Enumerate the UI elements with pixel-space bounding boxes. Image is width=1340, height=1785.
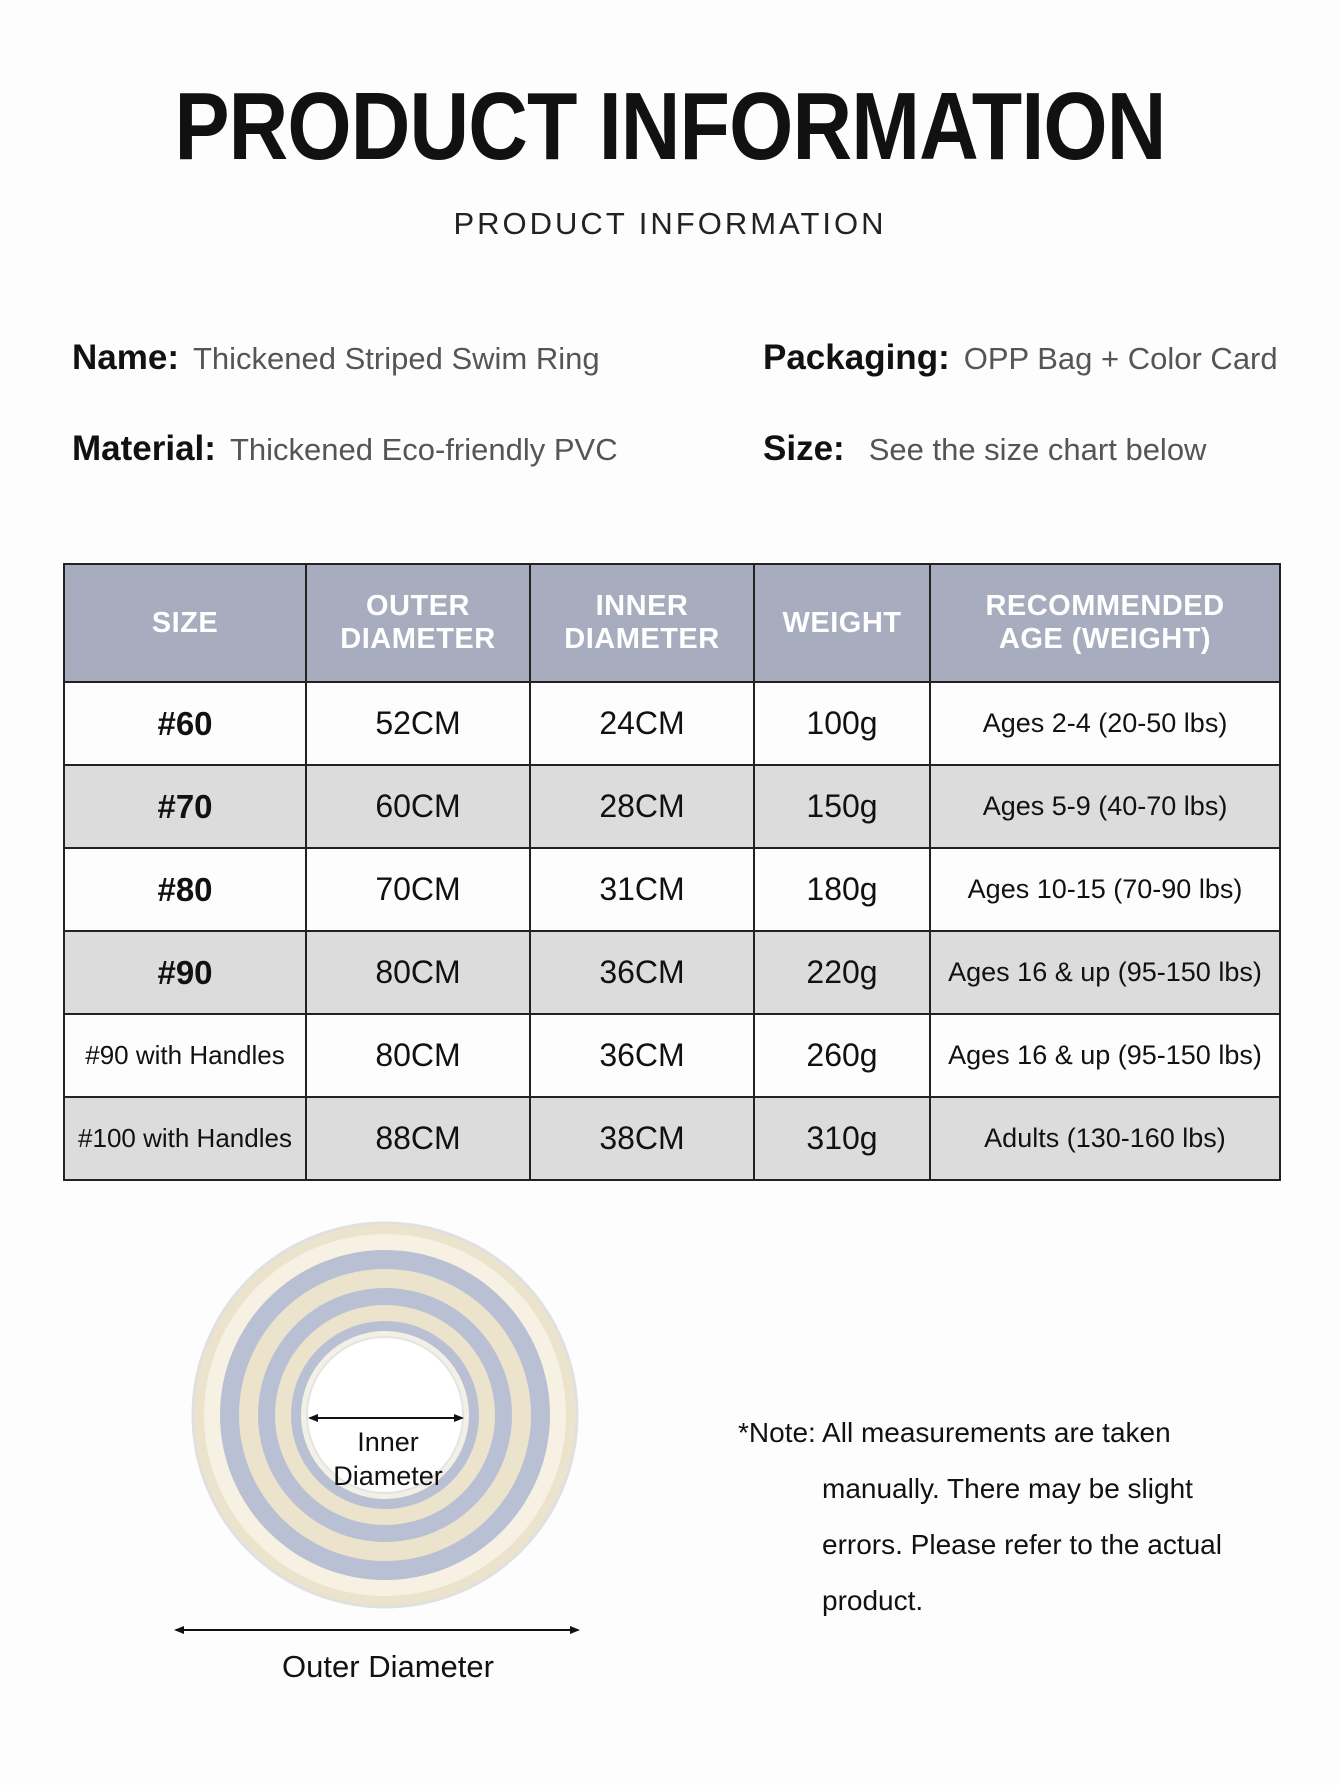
table-row [64, 765, 1280, 848]
cell-inner: 36CM [530, 1014, 754, 1097]
name-label: Name: [72, 338, 179, 377]
info-material [72, 429, 618, 470]
swim-ring-diagram [180, 1220, 600, 1650]
cell-age: Ages 5-9 (40-70 lbs) [930, 765, 1280, 848]
header-size-text: SIZE [151, 606, 219, 639]
cell-weight: 180g [754, 848, 930, 931]
cell-inner: 24CM [530, 682, 754, 765]
cell-outer: 80CM [306, 1014, 530, 1097]
header-age-l2: AGE (WEIGHT) [998, 623, 1212, 655]
header-size [64, 564, 306, 682]
page-title: PRODUCT INFORMATION [174, 73, 1166, 180]
cell-inner: 36CM [530, 931, 754, 1014]
cell-weight: 260g [754, 1014, 930, 1097]
material-value: Thickened Eco-friendly PVC [229, 432, 618, 467]
table-row [64, 682, 1280, 765]
cell-age: Ages 16 & up (95-150 lbs) [930, 931, 1280, 1014]
header-inner-l2: DIAMETER [564, 623, 720, 655]
cell-size: #90 [64, 931, 306, 1014]
cell-weight: 150g [754, 765, 930, 848]
table-row [64, 931, 1280, 1014]
page-subtitle: PRODUCT INFORMATION [453, 206, 887, 241]
cell-outer: 80CM [306, 931, 530, 1014]
cell-outer: 88CM [306, 1097, 530, 1180]
table-header-row [64, 564, 1280, 682]
cell-outer: 60CM [306, 765, 530, 848]
packaging-label: Packaging: [763, 338, 950, 377]
header-outer-l1: OUTER [366, 590, 470, 622]
table-row [64, 848, 1280, 931]
header-outer-diameter [306, 564, 530, 682]
name-value: Thickened Striped Swim Ring [192, 341, 600, 376]
note-line-1: *Note: All measurements are taken [738, 1417, 1171, 1448]
packaging-value: OPP Bag + Color Card [963, 341, 1278, 376]
size-value: See the size chart below [868, 432, 1207, 467]
cell-size: #100 with Handles [64, 1097, 306, 1180]
table-row [64, 1097, 1280, 1180]
cell-age: Ages 16 & up (95-150 lbs) [930, 1014, 1280, 1097]
cell-outer: 52CM [306, 682, 530, 765]
outer-diameter-label: Outer Diameter [282, 1649, 494, 1684]
cell-size: #70 [64, 765, 306, 848]
header-recommended-age [930, 564, 1280, 682]
header-age-l1: RECOMMENDED [985, 590, 1225, 622]
cell-weight: 220g [754, 931, 930, 1014]
outer-diameter-arrow [172, 1623, 582, 1637]
cell-age: Ages 10-15 (70-90 lbs) [930, 848, 1280, 931]
header-inner-diameter [530, 564, 754, 682]
cell-size: #90 with Handles [64, 1014, 306, 1097]
info-size [763, 429, 1206, 470]
cell-size: #80 [64, 848, 306, 931]
cell-inner: 31CM [530, 848, 754, 931]
size-chart-table [63, 563, 1281, 1181]
inner-diameter-label [310, 1425, 466, 1493]
header-inner-l1: INNER [595, 590, 689, 622]
cell-age: Ages 2-4 (20-50 lbs) [930, 682, 1280, 765]
cell-weight: 100g [754, 682, 930, 765]
cell-size: #60 [64, 682, 306, 765]
inner-label-line2: Diameter [333, 1461, 443, 1491]
note-line-2: manually. There may be slight [822, 1473, 1193, 1504]
inner-label-line1: Inner [357, 1427, 419, 1457]
info-name [72, 338, 600, 379]
cell-inner: 38CM [530, 1097, 754, 1180]
cell-age: Adults (130-160 lbs) [930, 1097, 1280, 1180]
header-weight [754, 564, 930, 682]
header-weight-text: WEIGHT [782, 606, 902, 639]
note-line-4: product. [822, 1585, 924, 1616]
info-packaging [763, 338, 1278, 379]
cell-outer: 70CM [306, 848, 530, 931]
table-row [64, 1014, 1280, 1097]
cell-inner: 28CM [530, 765, 754, 848]
material-label: Material: [72, 429, 216, 468]
size-label: Size: [763, 429, 845, 468]
header-outer-l2: DIAMETER [340, 623, 496, 655]
cell-weight: 310g [754, 1097, 930, 1180]
note-line-3: errors. Please refer to the actual [822, 1529, 1222, 1560]
measurement-note [738, 1405, 1222, 1629]
